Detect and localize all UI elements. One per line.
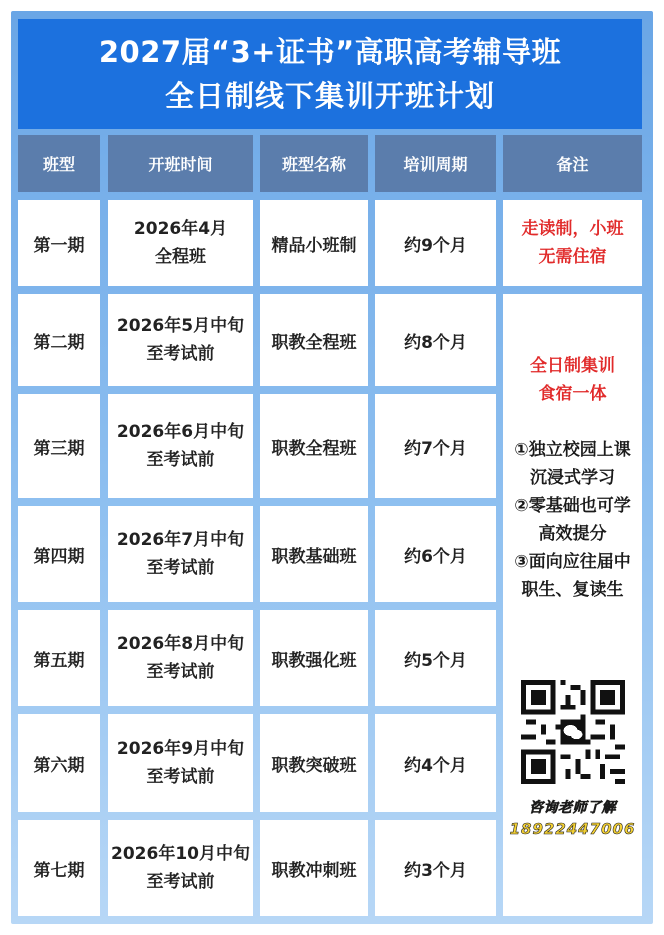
contact-label: 咨询老师了解 xyxy=(529,800,616,816)
table-row-5-start: 2026年8月中旬 至考试前 xyxy=(108,610,253,706)
table-row-4-duration: 约6个月 xyxy=(375,506,496,602)
table-row-1-duration: 约9个月 xyxy=(375,200,496,286)
table-row-4-period: 第四期 xyxy=(18,506,100,602)
note-item-6: 职生、复读生 xyxy=(521,580,624,600)
column-header-class-name: 班型名称 xyxy=(260,135,368,192)
table-row-1-start: 2026年4月 全程班 xyxy=(108,200,253,286)
table-row-7-start: 2026年10月中旬 至考试前 xyxy=(108,820,253,916)
table-row-4-name: 职教基础班 xyxy=(260,506,368,602)
table-row-5-period: 第五期 xyxy=(18,610,100,706)
note-red-line-1: 全日制集训 xyxy=(530,356,615,376)
table-row-7-name: 职教冲刺班 xyxy=(260,820,368,916)
column-header-duration: 培训周期 xyxy=(375,135,496,192)
note-item-1: ①独立校园上课 xyxy=(514,440,631,460)
table-row-5-duration: 约5个月 xyxy=(375,610,496,706)
contact-phone[interactable]: 18922447006 xyxy=(509,820,636,838)
note-item-3: ②零基础也可学 xyxy=(514,496,631,516)
column-header-notes: 备注 xyxy=(503,135,642,192)
table-row-5-name: 职教强化班 xyxy=(260,610,368,706)
note-item-4: 高效提分 xyxy=(538,524,607,544)
note-item-2: 沉浸式学习 xyxy=(530,468,615,488)
table-row-2-name: 职教全程班 xyxy=(260,294,368,386)
table-row-3-name: 职教全程班 xyxy=(260,394,368,498)
table-row-2-period: 第二期 xyxy=(18,294,100,386)
page-subtitle: 全日制线下集训开班计划 xyxy=(164,79,495,113)
column-header-class-type: 班型 xyxy=(18,135,100,192)
table-row-3-duration: 约7个月 xyxy=(375,394,496,498)
table-note-merged xyxy=(503,294,642,916)
table-row-3-start: 2026年6月中旬 至考试前 xyxy=(108,394,253,498)
table-row-6-period: 第六期 xyxy=(18,714,100,812)
table-row-4-start: 2026年7月中旬 至考试前 xyxy=(108,506,253,602)
table-row-1-name: 精品小班制 xyxy=(260,200,368,286)
table-row-6-start: 2026年9月中旬 至考试前 xyxy=(108,714,253,812)
table-row-2-start: 2026年5月中旬 至考试前 xyxy=(108,294,253,386)
table-row-3-period: 第三期 xyxy=(18,394,100,498)
note-item-5: ③面向应往届中 xyxy=(514,552,631,572)
page-header xyxy=(18,19,642,129)
table-row-2-duration: 约8个月 xyxy=(375,294,496,386)
table-row-1-period: 第一期 xyxy=(18,200,100,286)
column-header-start-time: 开班时间 xyxy=(108,135,253,192)
table-row-6-name: 职教突破班 xyxy=(260,714,368,812)
table-row-1-note: 走读制，小班 无需住宿 xyxy=(503,200,642,286)
table-row-7-period: 第七期 xyxy=(18,820,100,916)
table-row-7-duration: 约3个月 xyxy=(375,820,496,916)
wechat-qr-code[interactable] xyxy=(521,680,625,784)
table-row-6-duration: 约4个月 xyxy=(375,714,496,812)
note-red-line-2: 食宿一体 xyxy=(538,384,607,404)
page-title: 2027届“3+证书”高职高考辅导班 xyxy=(98,35,562,69)
